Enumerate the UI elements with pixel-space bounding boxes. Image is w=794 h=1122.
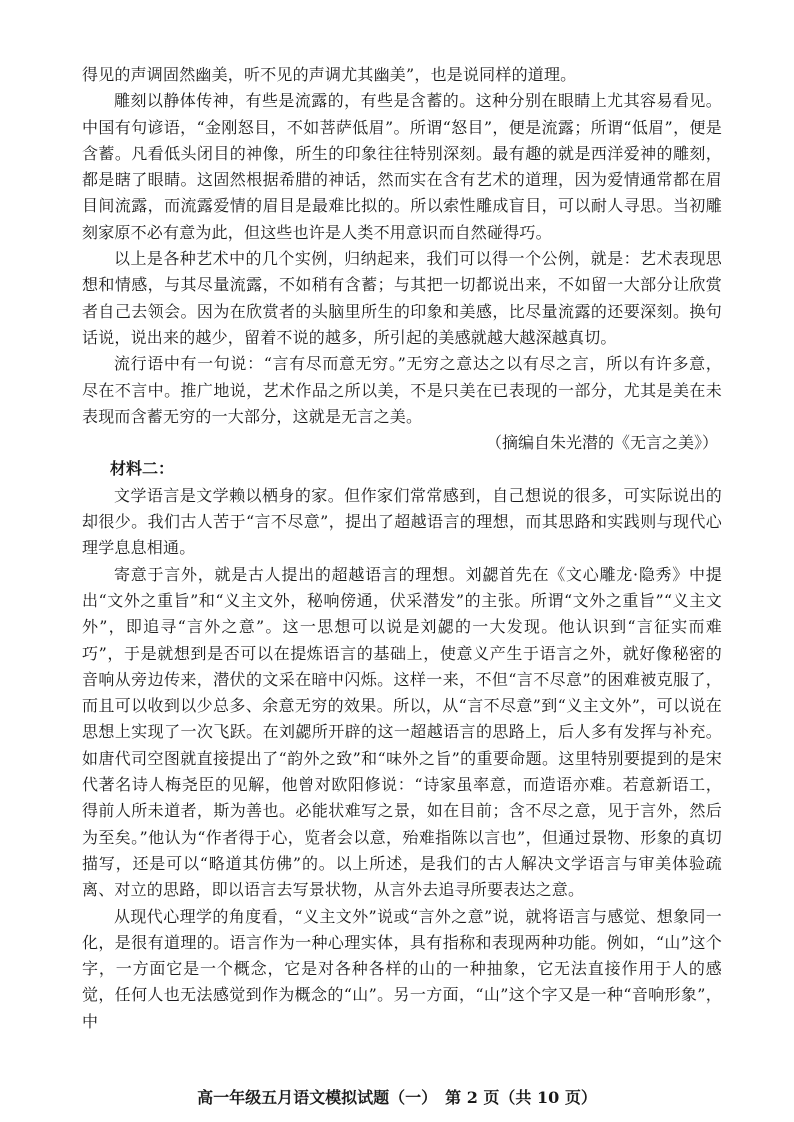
paragraph-2: 雕刻以静体传神，有些是流露的，有些是含蓄的。这种分别在眼睛上尤其容易看见。中国有句谚语，“金刚怒目，不如菩萨低眉”。所谓“怒目”，便是流露；所谓“低眉”，便是含蓄。凡看低头闭目的神像，所生的印象往往特别深刻。最有趣的就是西洋爱神的雕刻，都是瞎了眼睛。这固然根据希腊的神话，然而实在含有艺术的道理，因为爱情通常都在眉目间流露，而流露爱情的眉目是最难比拟的。所以索性雕成盲目，可以耐人寻思。当初雕刻家原不必有意为此，但这些也许是人类不用意识而自然碰得巧。 (82, 91, 722, 242)
source-citation: （摘编自朱光潜的《无言之美》） (485, 433, 718, 453)
paragraph-5: 文学语言是文学赖以栖身的家。但作家们常常感到，自己想说的很多，可实际说出的却很少。我们古人苦于“言不尽意”，提出了超越语言的理想，而其思路和实践则与现代心理学息息相通。 (82, 485, 722, 558)
section-heading: 材料二： (110, 459, 175, 479)
paragraph-1: 得见的声调固然幽美，听不见的声调尤其幽美”，也是说同样的道理。 (82, 65, 577, 84)
page-footer: 高一年级五月语文模拟试题（一） 第 2 页（共 10 页） (197, 1088, 597, 1107)
paragraph-3: 以上是各种艺术中的几个实例，归纳起来，我们可以得一个公例，就是：艺术表现思想和情感，与其尽量流露，不如稍有含蓄；与其把一切都说出来，不如留一大部分让欣赏者自己去领会。因为在欣赏者的头脑里所生的印象和美感，比尽量流露的还要深刻。换句话说，说出来的越少，留着不说的越多，所引起的美感就越大越深越真切。 (82, 249, 722, 347)
paragraph-4: 流行语中有一句说：“言有尽而意无穷。”无穷之意达之以有尽之言，所以有许多意，尽在不言中。推广地说，艺术作品之所以美，不是只美在已表现的一部分，尤其是美在未表现而含蓄无穷的一大部分，这就是无言之美。 (82, 354, 722, 426)
paragraph-6: 寄意于言外，就是古人提出的超越语言的理想。刘勰首先在《文心雕龙·隐秀》中提出“文外之重旨”和“义主文外，秘响傍通，伏采潜发”的主张。所谓“文外之重旨”“义主文外”，即追寻“言外之意”。这一思想可以说是刘勰的一大发现。他认识到“言征实而难巧”，于是就想到是否可以在提炼语言的基础上，使意义产生于语言之外，就好像秘密的音响从旁边传来，潜伏的文采在暗中闪烁。这样一来，不但“言不尽意”的困难被克服了，而且可以收到以少总多、余意无穷的效果。所以，从“言不尽意”到“义主文外”，可以说在思想上实现了一次飞跃。在刘勰所开辟的这一超越语言的思路上，后人多有发挥与补充。如唐代司空图就直接提出了“韵外之致”和“味外之旨”的重要命题。这里特别要提到的是宋代著名诗人梅尧臣的见解，他曾对欧阳修说：“诗家虽率意，而造语亦难。若意新语工，得前人所未道者，斯为善也。必能状难写之景，如在目前；含不尽之意，见于言外，然后为至矣。”他认为“作者得于心，览者会以意，殆难指陈以言也”，但通过景物、形象的真切描写，还是可以“略道其仿佛”的。以上所述，是我们的古人解决文学语言与审美体验疏离、对立的思路，即以语言去写景状物，从言外去追寻所要表达之意。 (82, 564, 722, 900)
paragraph-7: 从现代心理学的角度看，“义主文外”说或“言外之意”说，就将语言与感觉、想象同一化，是很有道理的。语言作为一种心理实体，具有指称和表现两种功能。例如，“山”这个字，一方面它是一个概念，它是对各种各样的山的一种抽象，它无法直接作用于人的感觉，任何人也无法感觉到作为概念的“山”。另一方面，“山”这个字又是一种“音响形象”，中 (82, 906, 722, 1031)
document-body (82, 62, 722, 1035)
